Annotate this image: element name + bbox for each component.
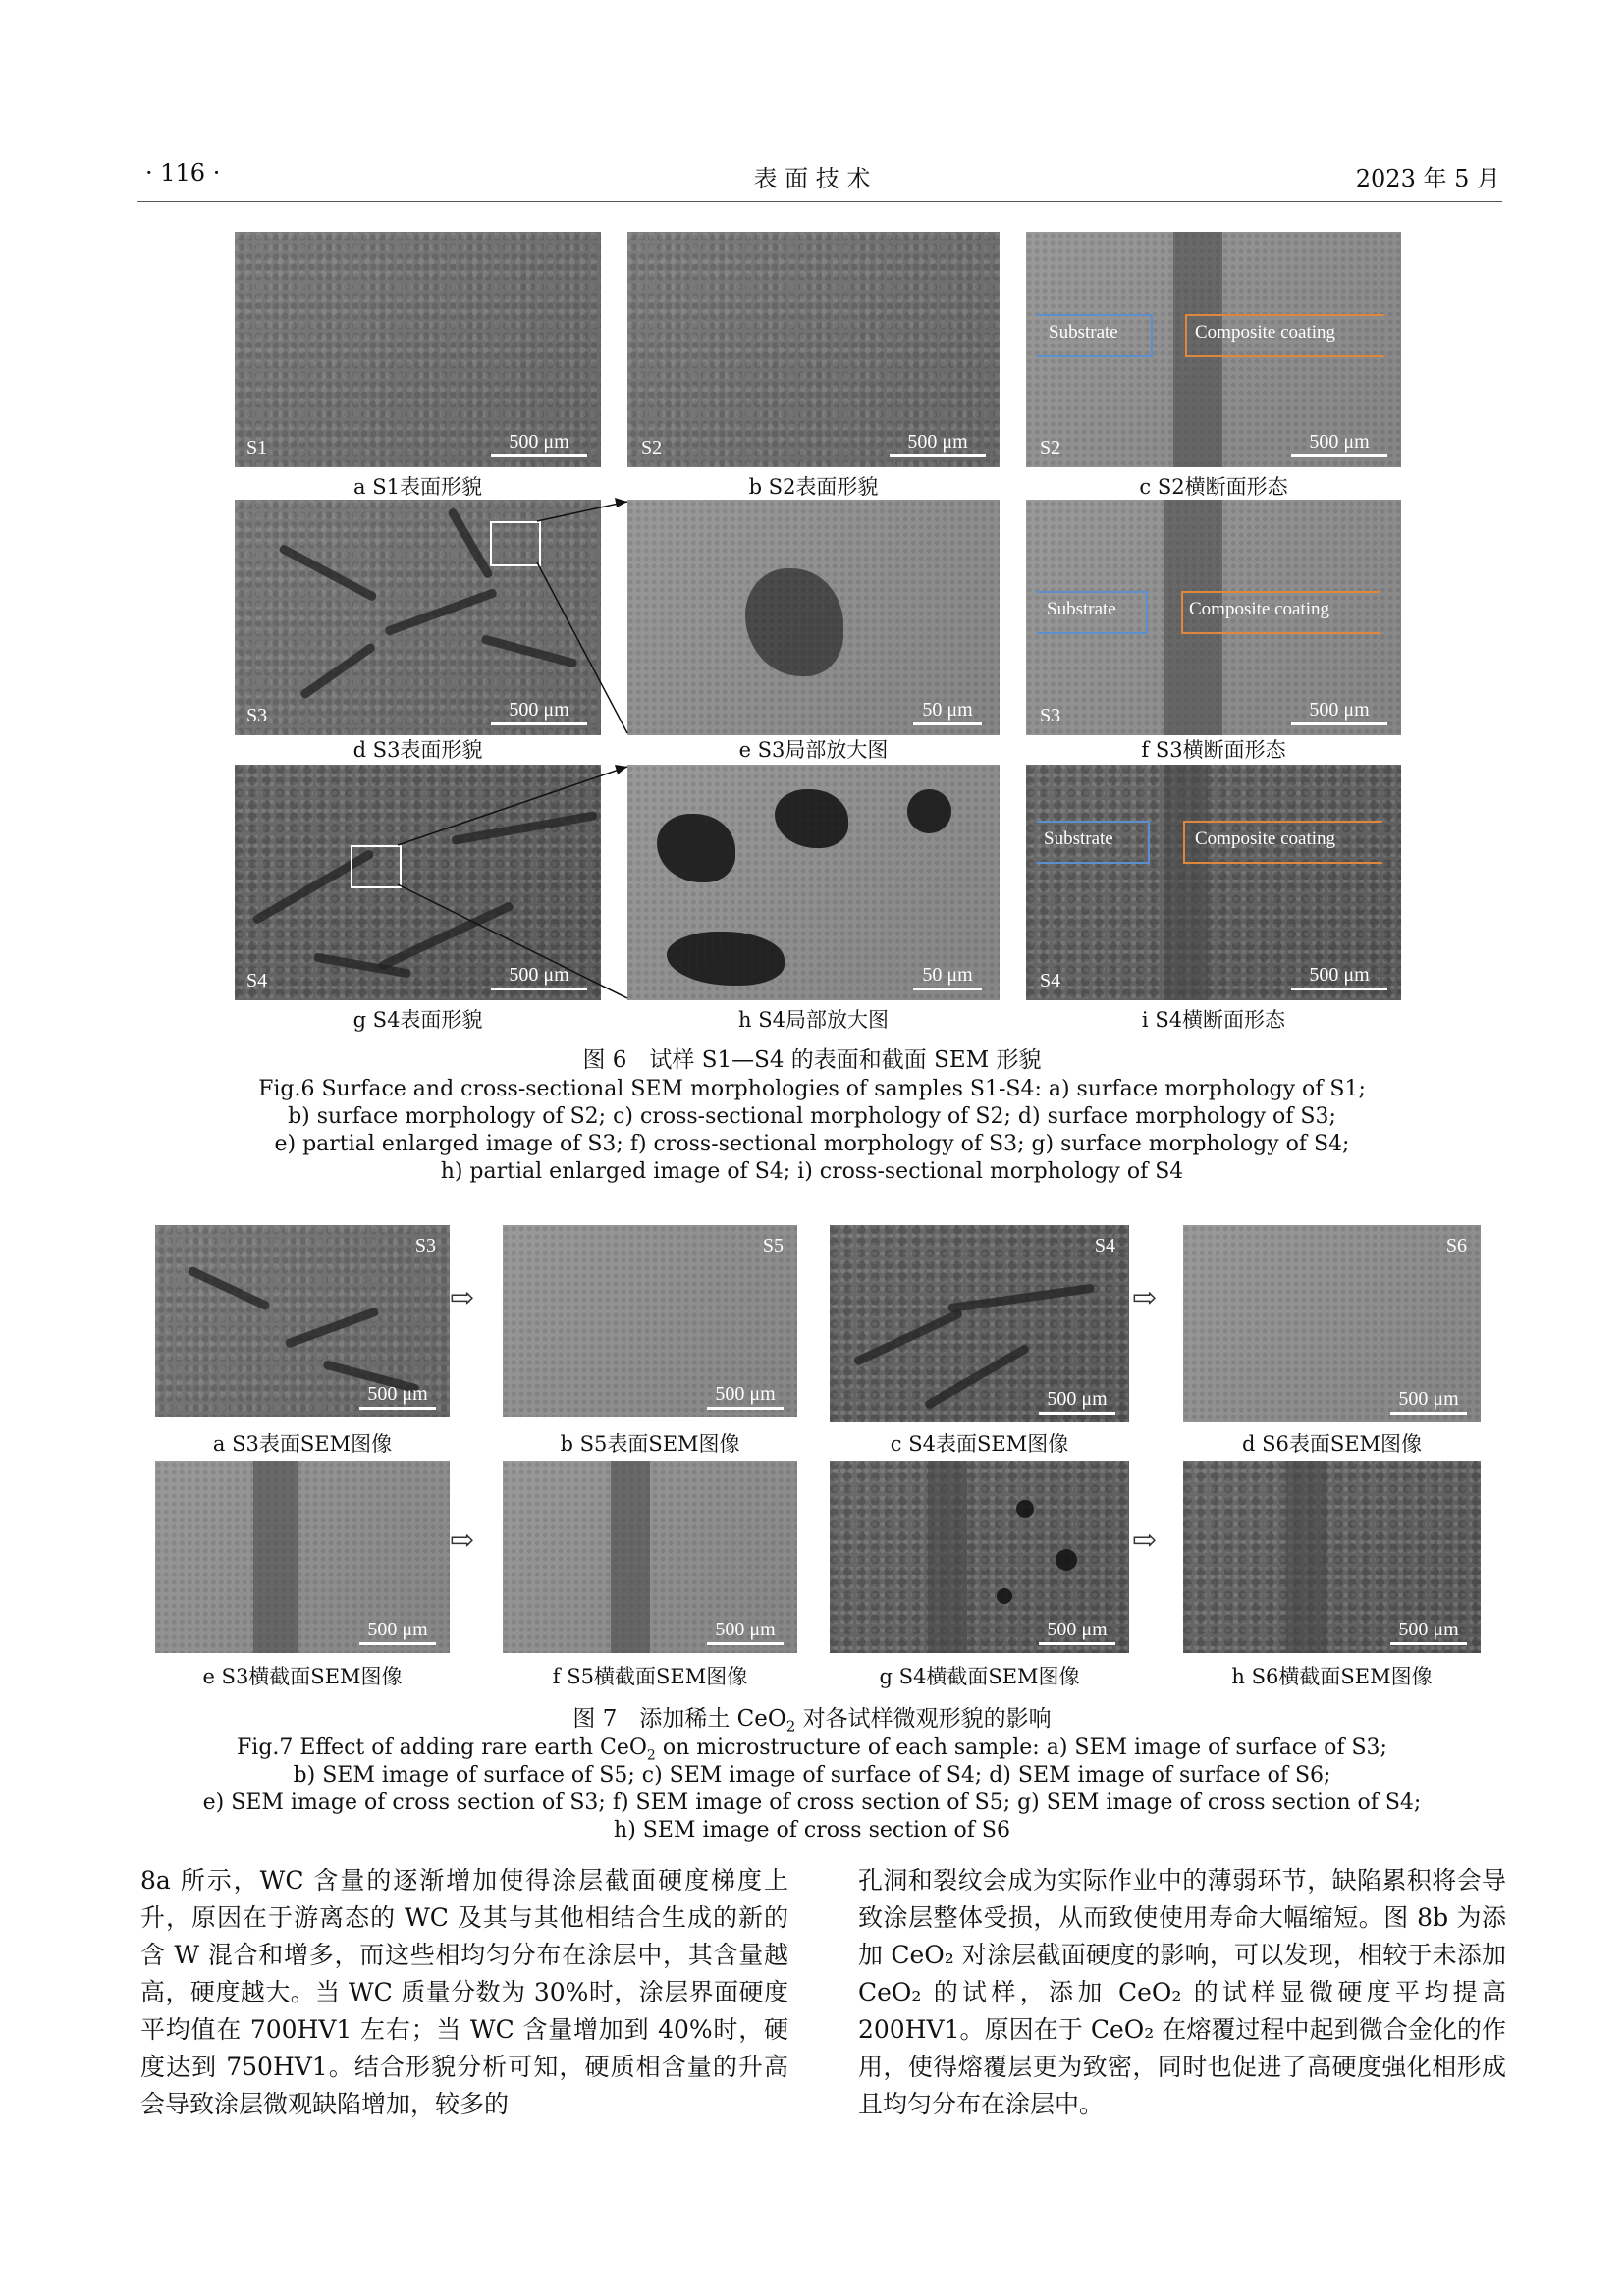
pore	[997, 1588, 1012, 1604]
caption-fig7-d: d S6表面SEM图像	[1241, 1432, 1423, 1456]
caption-fig7-f: f S5横截面SEM图像	[552, 1665, 748, 1688]
caption-fig6-g: g S4表面形貌	[352, 1008, 483, 1032]
journal-name: 表 面 技 术	[753, 165, 871, 192]
scale-bar: 500 μm	[1291, 964, 1387, 990]
caption-fig6-h: h S4局部放大图	[738, 1008, 889, 1032]
coating-label: Composite coating	[1195, 322, 1336, 343]
scale-bar: 500 μm	[1390, 1619, 1467, 1645]
caption-fig7-h: h S6横截面SEM图像	[1231, 1665, 1433, 1688]
pore	[1016, 1500, 1034, 1518]
sample-tag: S6	[1445, 1235, 1467, 1256]
sem-image-s3-cross-section	[155, 1461, 450, 1653]
scale-bar: 500 μm	[491, 431, 587, 457]
crack	[284, 1307, 379, 1349]
coating-label: Composite coating	[1195, 828, 1336, 849]
sample-tag: S3	[414, 1235, 436, 1256]
scale-bar: 500 μm	[359, 1383, 436, 1410]
caption-fig6-a: a S1表面形貌	[353, 475, 482, 499]
caption-fig7-b: b S5表面SEM图像	[560, 1432, 740, 1456]
interface-band	[253, 1461, 298, 1653]
scale-bar: 500 μm	[1291, 431, 1387, 457]
transition-arrow-icon: ⇨	[1132, 1523, 1158, 1558]
fig6-title-en-2: b) surface morphology of S2; c) cross-sectional morphology of S2; d) surface morphology of S3;	[288, 1104, 1336, 1129]
sem-image-s3-surface	[155, 1225, 450, 1417]
issue-date: 2023 年 5 月	[1355, 165, 1500, 192]
scale-bar: 50 μm	[913, 699, 982, 725]
sample-tag: S2	[1040, 437, 1061, 458]
sem-image-s4-surface	[830, 1225, 1129, 1422]
substrate-label: Substrate	[1044, 828, 1113, 849]
scale-bar: 500 μm	[1390, 1388, 1467, 1415]
sample-tag: S4	[1094, 1235, 1115, 1256]
sample-tag: S3	[246, 705, 268, 726]
caption-fig6-e: e S3局部放大图	[738, 738, 889, 762]
scale-bar: 500 μm	[491, 699, 587, 725]
scale-bar: 500 μm	[1291, 699, 1387, 725]
coating-label: Composite coating	[1189, 599, 1330, 619]
scale-bar: 500 μm	[890, 431, 986, 457]
transition-arrow-icon: ⇨	[450, 1281, 475, 1315]
sample-tag: S4	[1040, 970, 1061, 991]
fig7-title-en-3: e) SEM image of cross section of S3; f) SEM image of cross section of S5; g) SEM image of cross section of S4;	[202, 1790, 1422, 1815]
caption-fig6-c: c S2横断面形态	[1139, 475, 1288, 499]
fig7-title-en-1: Fig.7 Effect of adding rare earth CeO$_2$ on microstructure of each sample: a) SEM image of surface of S3;	[237, 1735, 1387, 1764]
fig7-title-en-2: b) SEM image of surface of S5; c) SEM image of surface of S4; d) SEM image of surface of S6;	[293, 1763, 1331, 1788]
caption-fig7-a: a S3表面SEM图像	[212, 1432, 393, 1456]
sample-tag: S2	[641, 437, 663, 458]
fig6-title-en-1: Fig.6 Surface and cross-sectional SEM morphologies of samples S1-S4: a) surface morphology of S1;	[258, 1077, 1366, 1101]
body-text-right: 孔洞和裂纹会成为实际作业中的薄弱环节，缺陷累积将会导致涂层整体受损，从而致使使用寿命大幅缩短。图 8b 为添加 CeO₂ 对涂层截面硬度的影响，可以发现，相较于未添加 CeO₂ 的试样，添加 CeO₂ 的试样显微硬度平均提高 200HV1。原因在于 CeO₂ 在熔覆过程中起到微合金化的作用，使得熔覆层更为致密，同时也促进了高硬度强化相形成且均匀分布在涂层中。	[858, 1866, 1506, 2118]
substrate-label: Substrate	[1049, 322, 1118, 343]
caption-fig6-b: b S2表面形貌	[748, 475, 879, 499]
sem-image-s4-cross-section	[830, 1461, 1129, 1653]
crack	[947, 1284, 1095, 1313]
caption-fig6-i: i S4横断面形态	[1141, 1008, 1286, 1032]
crack	[187, 1265, 270, 1310]
sample-tag: S4	[246, 970, 268, 991]
scale-bar: 500 μm	[707, 1619, 784, 1645]
caption-fig6-d: d S3表面形貌	[352, 738, 483, 762]
substrate-label: Substrate	[1047, 599, 1116, 619]
scale-bar: 500 μm	[1039, 1619, 1115, 1645]
caption-fig7-e: e S3横截面SEM图像	[202, 1665, 403, 1688]
caption-fig6-f: f S3横断面形态	[1141, 738, 1286, 762]
scale-bar: 500 μm	[359, 1619, 436, 1645]
fig6-title-cn: 图 6 试样 S1—S4 的表面和截面 SEM 形貌	[582, 1047, 1042, 1073]
interface-band	[611, 1461, 650, 1653]
caption-fig7-g: g S4横截面SEM图像	[879, 1665, 1080, 1688]
sample-tag: S1	[246, 437, 268, 458]
fig7-title-en-4: h) SEM image of cross section of S6	[614, 1818, 1010, 1842]
transition-arrow-icon: ⇨	[450, 1523, 475, 1558]
sem-image-s5-surface	[503, 1225, 797, 1417]
interface-band	[1286, 1461, 1326, 1653]
zoom-connector-lines	[0, 0, 1624, 1080]
scale-bar: 500 μm	[1039, 1388, 1115, 1415]
transition-arrow-icon: ⇨	[1132, 1281, 1158, 1315]
scale-bar: 500 μm	[707, 1383, 784, 1410]
fig6-title-en-4: h) partial enlarged image of S4; i) cross-sectional morphology of S4	[440, 1159, 1184, 1184]
caption-fig7-c: c S4表面SEM图像	[890, 1432, 1069, 1456]
body-text-left: 8a 所示，WC 含量的逐渐增加使得涂层截面硬度梯度上升，原因在于游离态的 WC 及其与其他相结合生成的新的含 W 混合和增多，而这些相均匀分布在涂层中，其含量越高，硬度越大。当 WC 质量分数为 30%时，涂层界面硬度平均值在 700HV1 左右；当 WC 含量增加到 40%时，硬度达到 750HV1。结合形貌分析可知，硬质相含量的升高会导致涂层微观缺陷增加，较多的	[140, 1866, 788, 2118]
sample-tag: S3	[1040, 705, 1061, 726]
fig6-title-en-3: e) partial enlarged image of S3; f) cross-sectional morphology of S3; g) surface morphology of S4;	[274, 1132, 1350, 1156]
sample-tag: S5	[762, 1235, 784, 1256]
page-number: · 116 ·	[145, 159, 221, 187]
crack	[924, 1344, 1030, 1411]
pore	[1056, 1549, 1077, 1571]
sem-image-s6-surface	[1183, 1225, 1481, 1422]
sem-image-s5-cross-section	[503, 1461, 797, 1653]
scale-bar: 50 μm	[913, 964, 982, 990]
scale-bar: 500 μm	[491, 964, 587, 990]
sem-image-s6-cross-section	[1183, 1461, 1481, 1653]
crack	[853, 1308, 964, 1366]
fig7-title-cn: 图 7 添加稀土 CeO$_2$ 对各试样微观形貌的影响	[572, 1706, 1052, 1735]
interface-band	[928, 1461, 967, 1653]
